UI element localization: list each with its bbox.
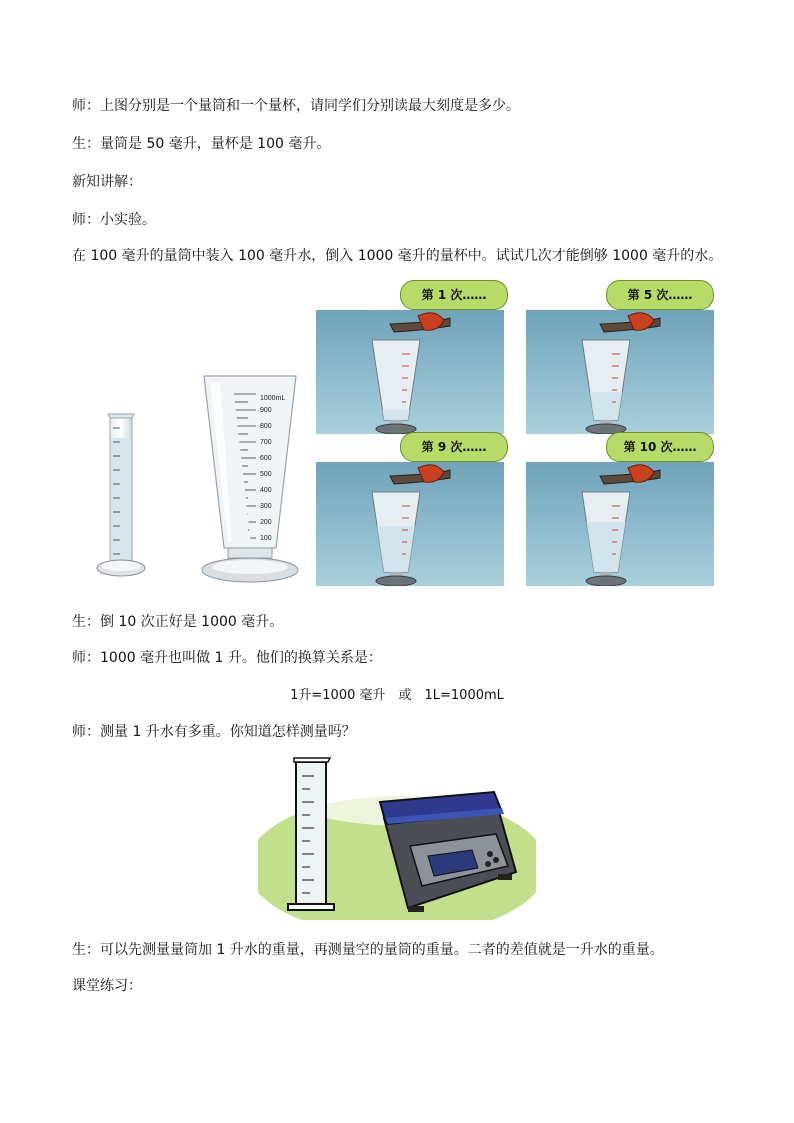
- beaker-pour-illustration: [316, 310, 504, 434]
- section-heading-classroom-practice: 课堂练习：: [72, 978, 142, 994]
- student-answer-capacity: 生：量筒是 50 毫升，量杯是 100 毫升。: [72, 136, 331, 152]
- graduated-cylinder-image: [96, 408, 148, 580]
- beaker-tick-label: 500: [260, 471, 272, 478]
- pour-step-3: [316, 432, 504, 586]
- beaker-pour-illustration: [316, 462, 504, 586]
- beaker-tick-label: 100: [260, 535, 272, 542]
- pour-step-scene: [316, 288, 504, 434]
- pour-step-scene: [316, 440, 504, 586]
- beaker-tick-label: 700: [260, 439, 272, 446]
- pour-step-scene: [526, 440, 714, 586]
- teacher-experiment: 师：小实验。: [72, 212, 156, 228]
- beaker-top-label: 1000mL: [260, 395, 286, 402]
- step-speech-bubble: 第 9 次……: [400, 432, 508, 462]
- beaker-pour-illustration: [526, 310, 714, 434]
- step-speech-bubble: 第 5 次……: [606, 280, 714, 310]
- beaker-tick-label: 300: [260, 503, 272, 510]
- teacher-question: 师：上图分别是一个量筒和一个量杯，请同学们分别读最大刻度是多少。: [72, 98, 520, 114]
- pour-step-1: [316, 280, 504, 434]
- beaker-tick-label: 600: [260, 455, 272, 462]
- student-answer-pour-count: 生：倒 10 次正好是 1000 毫升。: [72, 614, 284, 630]
- beaker-tick-label: 800: [260, 423, 272, 430]
- cylinder-and-scale-image: [258, 756, 536, 920]
- student-answer-weigh-method: 生：可以先测量量筒加 1 升水的重量，再测量空的量筒的重量。二者的差值就是一升水的重量。: [72, 942, 664, 958]
- section-heading-new-knowledge: 新知讲解：: [72, 174, 142, 190]
- teacher-conversion: 师：1000 毫升也叫做 1 升。他们的换算关系是：: [72, 650, 382, 666]
- pour-step-2: [526, 280, 714, 434]
- step-speech-bubble: 第 1 次……: [400, 280, 508, 310]
- experiment-instruction: 在 100 毫升的量筒中装入 100 毫升水，倒入 1000 毫升的量杯中。试试几次才能倒够 1000 毫升的水。: [72, 248, 723, 264]
- beaker-tick-label: 900: [260, 407, 272, 414]
- beaker-tick-label: 400: [260, 487, 272, 494]
- conversion-formula: 1升=1000 毫升 或 1L=1000mL: [290, 688, 504, 703]
- pour-step-4: [526, 432, 714, 586]
- pour-step-scene: [526, 288, 714, 434]
- step-speech-bubble: 第 10 次……: [606, 432, 714, 462]
- measuring-beaker-image: [198, 372, 302, 584]
- beaker-tick-label: 200: [260, 519, 272, 526]
- teacher-weigh-question: 师：测量 1 升水有多重。你知道怎样测量吗？: [72, 724, 356, 740]
- beaker-pour-illustration: [526, 462, 714, 586]
